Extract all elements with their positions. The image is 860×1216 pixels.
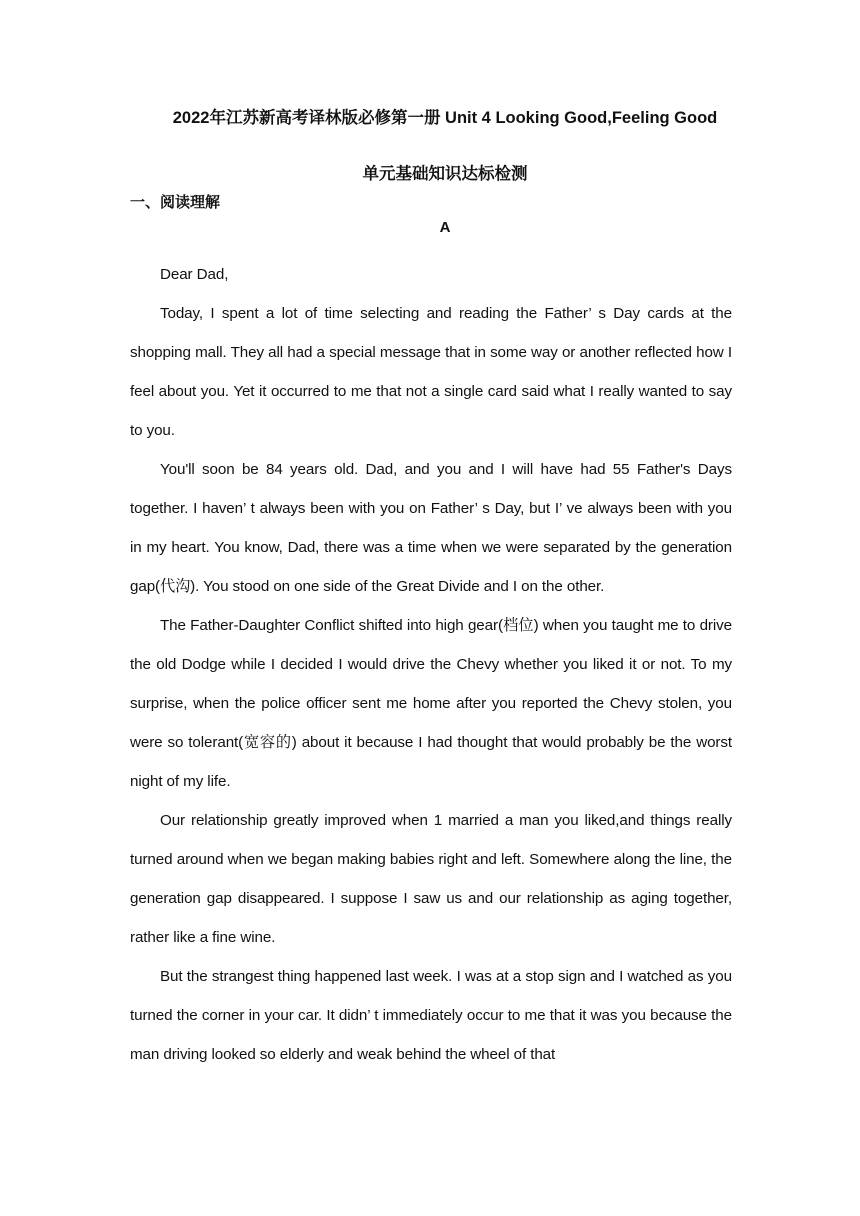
- paragraph: The Father-Daughter Conflict shifted into high gear(档位) when you taught me to drive the old Dodge while I decided I would drive the Chevy whether you liked it or not. To my surprise, when the police officer sent me home after you reported the Chevy stolen, you were so tolerant(宽容的) about it because I had thought that would probably be the worst night of my life.: [130, 617, 732, 790]
- paragraph: You'll soon be 84 years old. Dad, and you and I will have had 55 Father's Days together. I haven’ t always been with you on Father’ s Day, but I’ ve always been with you in my heart. You know, Dad, there was a time when we were separated by the generation gap(代沟). You stood on one side of the Great Divide and I on the other.: [130, 461, 732, 595]
- passage-label: A: [439, 219, 451, 236]
- salutation: Dear Dad,: [160, 266, 229, 283]
- document-title: 2022年江苏新高考译林版必修第一册 Unit 4 Looking Good,Feeling Good: [172, 109, 718, 127]
- document-subtitle: 单元基础知识达标检测: [362, 165, 528, 183]
- section-heading: 一、阅读理解: [130, 194, 221, 211]
- passage-body: [130, 255, 732, 1074]
- paragraph: But the strangest thing happened last week. I was at a stop sign and I watched as you turned the corner in your car. It didn’ t immediately occur to me that it was you because the man driving looked so elderly and weak behind the wheel of that: [130, 968, 732, 1063]
- paragraph: Today, I spent a lot of time selecting and reading the Father’ s Day cards at the shopping mall. They all had a special message that in some way or another reflected how I feel about you. Yet it occurred to me that not a single card said what I really wanted to say to you.: [130, 305, 732, 439]
- paragraph: Our relationship greatly improved when 1 married a man you liked,and things really turned around when we began making babies right and left. Somewhere along the line, the generation gap disappeared. I suppose I saw us and our relationship as aging together, rather like a fine wine.: [130, 812, 732, 946]
